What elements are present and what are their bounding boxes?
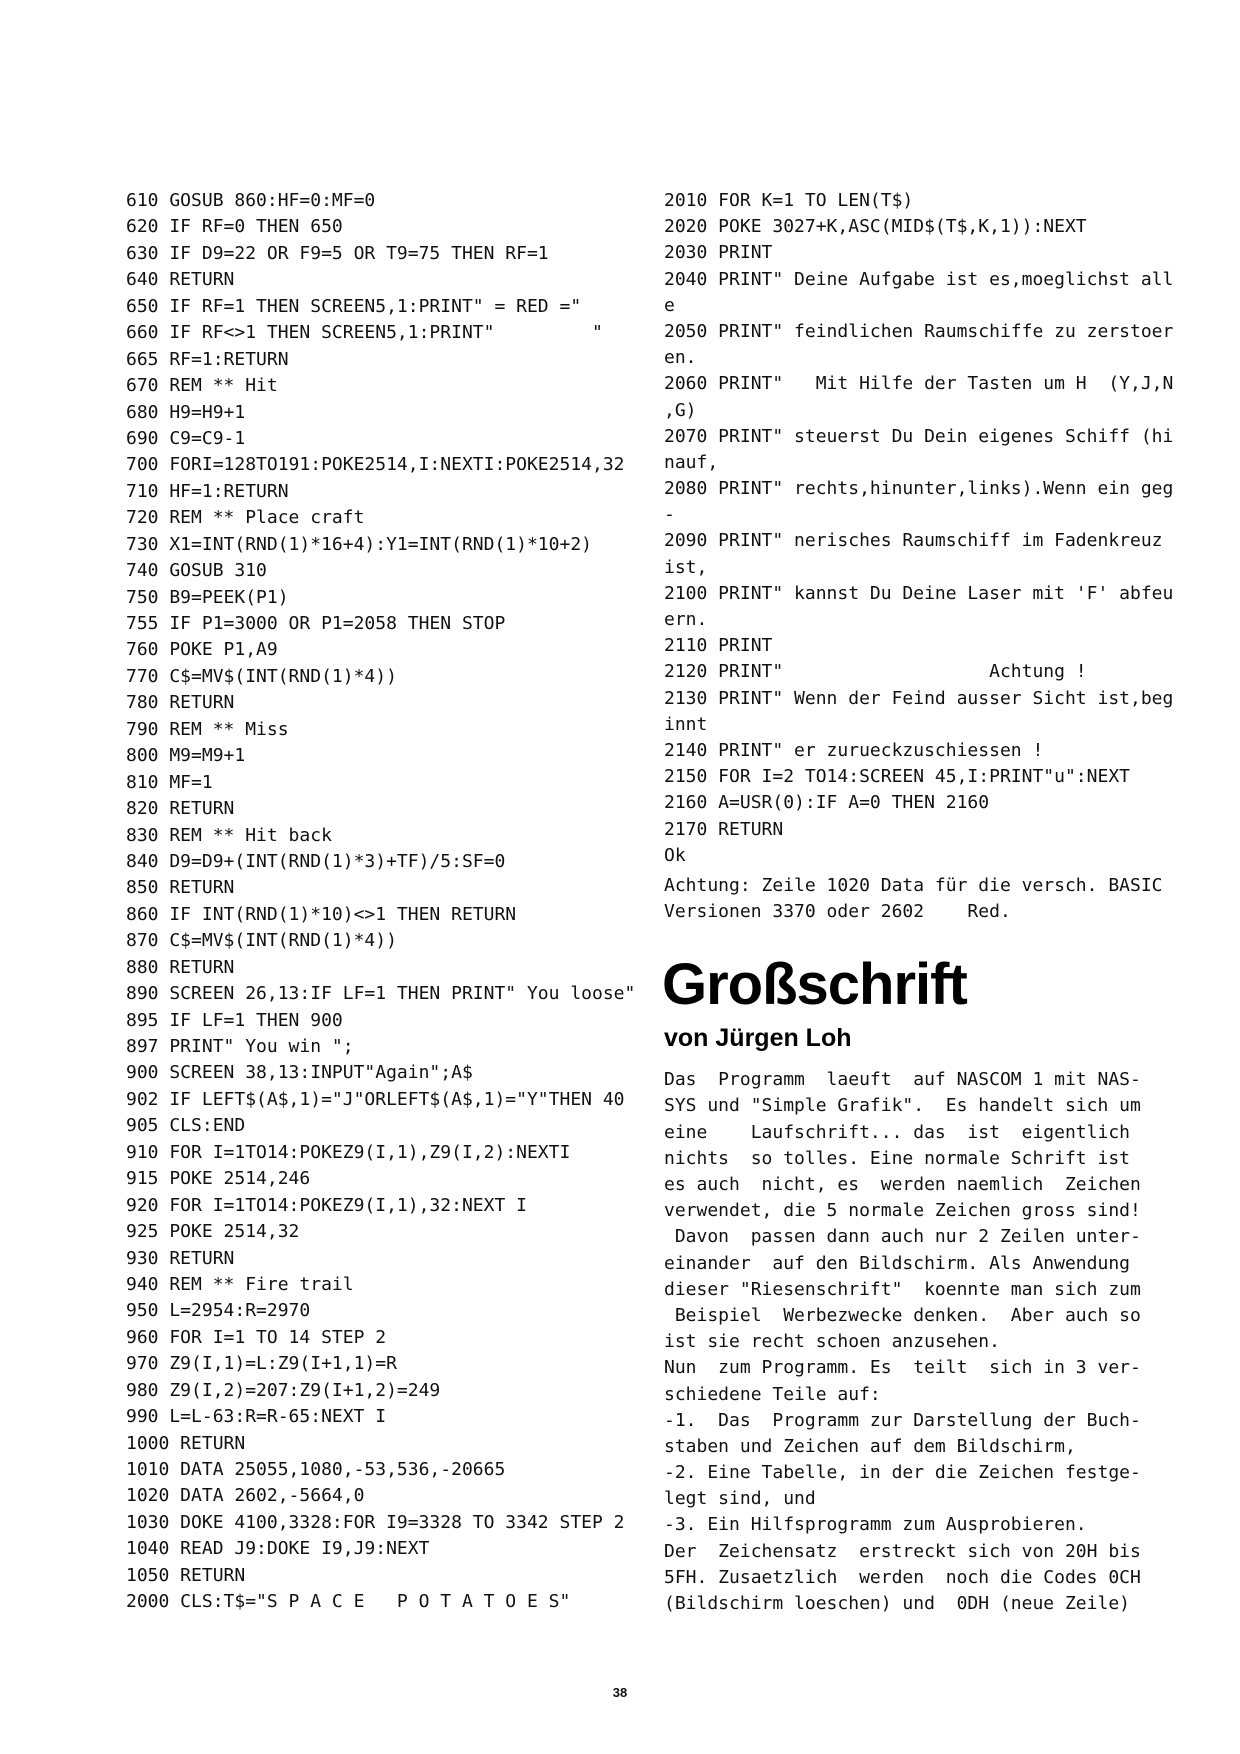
- body-line: dieser "Riesenschrift" koennte man sich zum: [664, 1278, 1141, 1300]
- article-title: Großschrift: [662, 952, 967, 1018]
- code-line: 2130 PRINT" Wenn der Feind ausser Sicht ist,beg: [664, 687, 1174, 709]
- code-line: 1040 READ J9:DOKE I9,J9:NEXT: [126, 1538, 430, 1560]
- code-line: 690 C9=C9-1: [126, 427, 246, 449]
- body-line: verwendet, die 5 normale Zeichen gross sind!: [664, 1200, 1141, 1222]
- code-line: 670 REM ** Hit: [126, 375, 278, 397]
- code-line: 790 REM ** Miss: [126, 718, 289, 740]
- code-line: 730 X1=INT(RND(1)*16+4):Y1=INT(RND(1)*10+2): [126, 533, 592, 555]
- code-line: 720 REM ** Place craft: [126, 507, 365, 529]
- code-line: 2040 PRINT" Deine Aufgabe ist es,moeglichst all: [664, 268, 1174, 290]
- code-line: 870 C$=MV$(INT(RND(1)*4)): [126, 930, 397, 952]
- body-line: Beispiel Werbezwecke denken. Aber auch so: [664, 1304, 1141, 1326]
- code-line: 2150 FOR I=2 TO14:SCREEN 45,I:PRINT"u":NEXT: [664, 766, 1130, 788]
- code-line: 650 IF RF=1 THEN SCREEN5,1:PRINT" = RED =": [126, 295, 582, 317]
- code-line: 970 Z9(I,1)=L:Z9(I+1,1)=R: [126, 1353, 397, 1375]
- body-line: -3. Ein Hilfsprogramm zum Ausprobieren.: [664, 1514, 1087, 1536]
- code-line: 925 POKE 2514,32: [126, 1221, 300, 1243]
- code-line: 905 CLS:END: [126, 1115, 246, 1137]
- code-line: 1000 RETURN: [126, 1432, 246, 1454]
- code-line: 760 POKE P1,A9: [126, 639, 278, 661]
- right-column: [664, 188, 1184, 1617]
- code-line: 950 L=2954:R=2970: [126, 1300, 311, 1322]
- code-line: 2100 PRINT" kannst Du Deine Laser mit 'F' abfeu: [664, 582, 1174, 604]
- code-line: 930 RETURN: [126, 1247, 235, 1269]
- code-line: 895 IF LF=1 THEN 900: [126, 1009, 343, 1031]
- code-line: 2010 FOR K=1 TO LEN(T$): [664, 190, 914, 211]
- code-line: 902 IF LEFT$(A$,1)="J"ORLEFT$(A$,1)="Y"THEN 40: [126, 1088, 625, 1110]
- code-line: 710 HF=1:RETURN: [126, 480, 289, 502]
- body-line: -1. Das Programm zur Darstellung der Buch-: [664, 1409, 1141, 1431]
- note-line: Versionen 3370 oder 2602 Red.: [664, 901, 1011, 923]
- body-line: eine Laufschrift... das ist eigentlich: [664, 1121, 1130, 1143]
- code-line: e: [664, 294, 675, 316]
- code-line: 810 MF=1: [126, 771, 213, 793]
- code-line: 890 SCREEN 26,13:IF LF=1 THEN PRINT" You loose": [126, 983, 636, 1005]
- code-line: 640 RETURN: [126, 269, 235, 291]
- code-line: innt: [664, 713, 708, 735]
- page-number: 38: [612, 1685, 628, 1700]
- article-author: von Jürgen Loh: [664, 1024, 852, 1053]
- code-line: 1030 DOKE 4100,3328:FOR I9=3328 TO 3342 STEP 2: [126, 1511, 625, 1533]
- code-line: 1020 DATA 2602,-5664,0: [126, 1485, 365, 1507]
- body-line: staben und Zeichen auf dem Bildschirm,: [664, 1435, 1076, 1457]
- body-line: -2. Eine Tabelle, in der die Zeichen festge-: [664, 1462, 1141, 1484]
- code-line: 680 H9=H9+1: [126, 401, 246, 423]
- body-line: 5FH. Zusaetzlich werden noch die Codes 0CH: [664, 1566, 1141, 1588]
- article-body: [664, 1067, 1184, 1617]
- code-line: 900 SCREEN 38,13:INPUT"Again";A$: [126, 1062, 473, 1084]
- code-line: 2090 PRINT" nerisches Raumschiff im Fadenkreuz: [664, 530, 1163, 552]
- code-line: 770 C$=MV$(INT(RND(1)*4)): [126, 665, 397, 687]
- code-line: 990 L=L-63:R=R-65:NEXT I: [126, 1406, 387, 1428]
- code-line: 860 IF INT(RND(1)*10)<>1 THEN RETURN: [126, 903, 517, 925]
- body-line: Davon passen dann auch nur 2 Zeilen unter-: [664, 1226, 1141, 1248]
- code-line: 2020 POKE 3027+K,ASC(MID$(T$,K,1)):NEXT: [664, 216, 1087, 238]
- code-line: 1050 RETURN: [126, 1564, 246, 1586]
- code-line: 800 M9=M9+1: [126, 745, 246, 767]
- basic-listing-left: [126, 188, 646, 1616]
- body-line: ist sie recht schoen anzusehen.: [664, 1331, 1000, 1353]
- code-line: 610 GOSUB 860:HF=0:MF=0: [126, 190, 376, 211]
- body-line: schiedene Teile auf:: [664, 1383, 881, 1405]
- code-line: 820 RETURN: [126, 798, 235, 820]
- body-line: einander auf den Bildschirm. Als Anwendung: [664, 1252, 1130, 1274]
- body-line: es auch nicht, es werden naemlich Zeichen: [664, 1174, 1141, 1195]
- code-line: 2070 PRINT" steuerst Du Dein eigenes Schiff (hi: [664, 425, 1174, 447]
- code-line: 2060 PRINT" Mit Hilfe der Tasten um H (Y,J,N: [664, 373, 1174, 395]
- code-line: 2000 CLS:T$="S P A C E P O T A T O E S": [126, 1591, 571, 1613]
- body-line: Der Zeichensatz erstreckt sich von 20H bis: [664, 1540, 1141, 1562]
- code-line: 620 IF RF=0 THEN 650: [126, 216, 343, 238]
- code-line: 980 Z9(I,2)=207:Z9(I+1,2)=249: [126, 1379, 441, 1401]
- code-line: 700 FORI=128TO191:POKE2514,I:NEXTI:POKE2514,32: [126, 454, 625, 476]
- code-line: ,G): [664, 399, 697, 421]
- code-line: 960 FOR I=1 TO 14 STEP 2: [126, 1326, 387, 1348]
- code-line: 2080 PRINT" rechts,hinunter,links).Wenn ein geg: [664, 478, 1174, 500]
- code-line: 2030 PRINT: [664, 242, 773, 264]
- code-line: 940 REM ** Fire trail: [126, 1273, 354, 1295]
- code-line: 880 RETURN: [126, 956, 235, 978]
- code-line: 830 REM ** Hit back: [126, 824, 332, 846]
- code-line: 897 PRINT" You win ";: [126, 1036, 354, 1057]
- body-line: nichts so tolles. Eine normale Schrift ist: [664, 1147, 1130, 1169]
- code-line: 755 IF P1=3000 OR P1=2058 THEN STOP: [126, 613, 506, 634]
- code-line: 2120 PRINT" Achtung !: [664, 661, 1087, 683]
- code-line: 2050 PRINT" feindlichen Raumschiffe zu zerstoer: [664, 320, 1174, 342]
- code-line: Ok: [664, 844, 686, 866]
- editor-note: [664, 873, 1184, 925]
- code-line: 1010 DATA 25055,1080,-53,536,-20665: [126, 1459, 506, 1480]
- code-line: 2170 RETURN: [664, 818, 784, 840]
- code-line: ist,: [664, 556, 708, 578]
- code-line: 2160 A=USR(0):IF A=0 THEN 2160: [664, 792, 990, 814]
- code-line: 915 POKE 2514,246: [126, 1168, 311, 1190]
- code-line: 660 IF RF<>1 THEN SCREEN5,1:PRINT" ": [126, 322, 603, 344]
- code-line: en.: [664, 347, 697, 369]
- body-line: Nun zum Programm. Es teilt sich in 3 ver-: [664, 1357, 1141, 1379]
- code-line: ern.: [664, 609, 708, 630]
- code-line: 920 FOR I=1TO14:POKEZ9(I,1),32:NEXT I: [126, 1194, 527, 1216]
- basic-listing-right: [664, 188, 1184, 869]
- code-line: 750 B9=PEEK(P1): [126, 586, 289, 608]
- code-line: 840 D9=D9+(INT(RND(1)*3)+TF)/5:SF=0: [126, 850, 506, 872]
- code-line: nauf,: [664, 451, 719, 473]
- body-line: SYS und "Simple Grafik". Es handelt sich um: [664, 1095, 1141, 1117]
- code-line: -: [664, 504, 675, 526]
- body-line: (Bildschirm loeschen) und 0DH (neue Zeile): [664, 1593, 1130, 1614]
- note-line: Achtung: Zeile 1020 Data für die versch. BASIC: [664, 874, 1163, 896]
- body-line: legt sind, und: [664, 1488, 816, 1510]
- body-line: Das Programm laeuft auf NASCOM 1 mit NAS-: [664, 1069, 1141, 1091]
- code-line: 850 RETURN: [126, 877, 235, 899]
- code-line: 630 IF D9=22 OR F9=5 OR T9=75 THEN RF=1: [126, 242, 549, 264]
- code-line: 665 RF=1:RETURN: [126, 348, 289, 370]
- code-line: 2140 PRINT" er zurueckzuschiessen !: [664, 739, 1044, 761]
- code-line: 740 GOSUB 310: [126, 560, 267, 582]
- code-line: 910 FOR I=1TO14:POKEZ9(I,1),Z9(I,2):NEXTI: [126, 1141, 571, 1163]
- code-line: 780 RETURN: [126, 692, 235, 714]
- code-line: 2110 PRINT: [664, 635, 773, 657]
